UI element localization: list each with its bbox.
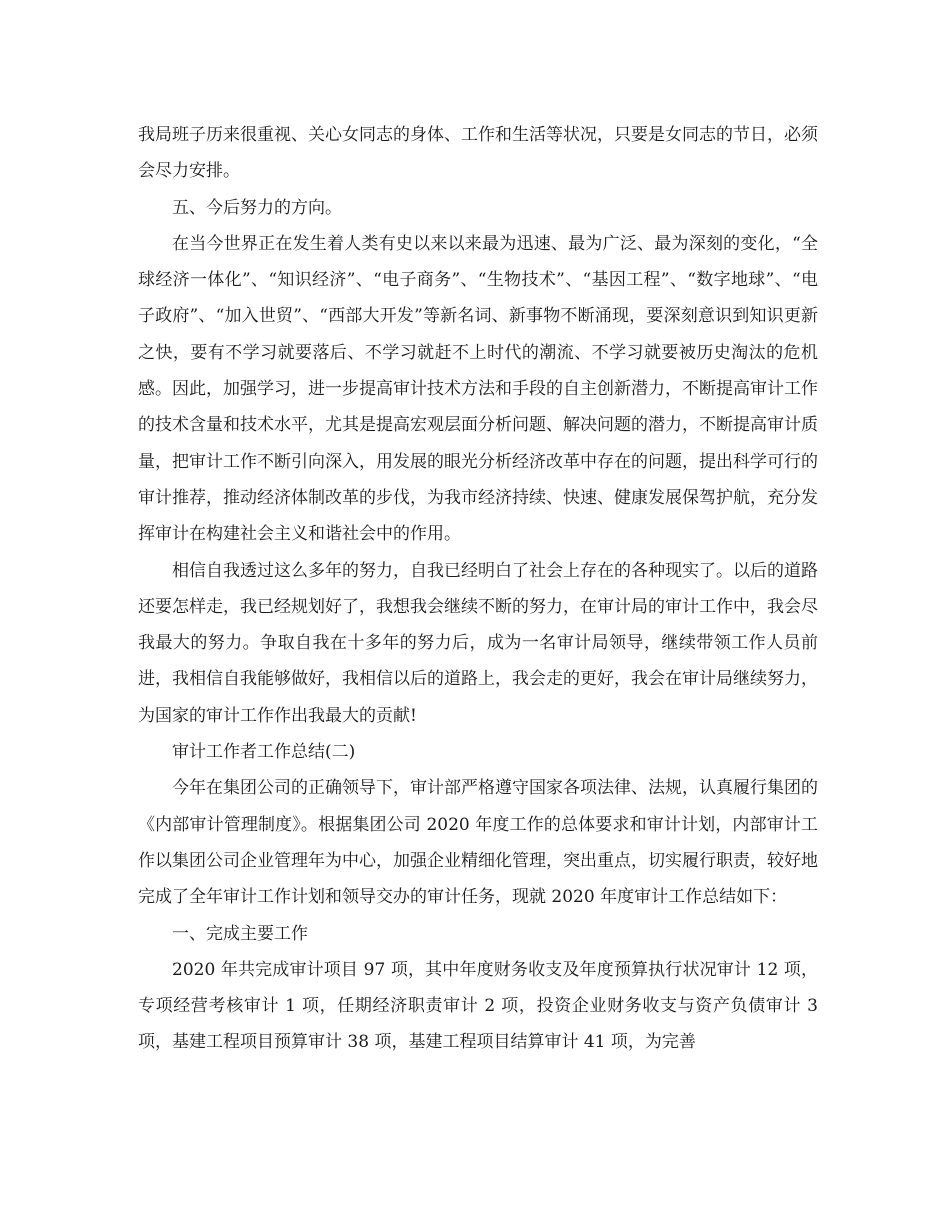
paragraph-2: 五、今后努力的方向。 [172,197,342,218]
subsection-heading: 一、完成主要工作 [172,923,308,944]
paragraph-4: 相信自我透过这么多年的努力，自我已经明白了社会上存在的各种现实了。以后的道路还要怎样走，我已经规划好了，我想我会继续不断的努力，在审计局的审计工作中，我会尽我最大的努力。争取自我在十多年的努力后，成为一名审计局领导，继续带领工作人员前进，我相信自我能够做好，我相信以后的道路上，我会走的更好，我会在审计局继续努力，为国家的审计工作作出我最大的贡献! [138,560,818,726]
paragraph-3: 在当今世界正在发生着人类有史以来以来最为迅速、最为广泛、最为深刻的变化，“全球经济一体化”、“知识经济”、“电子商务”、“生物技术”、“基因工程”、“数字地球”、“电子政府”、“加入世贸”、“西部大开发”等新名词、新事物不断涌现，要深刻意识到知识更新之快，要有不学习就要落后、不学习就赶不上时代的潮流、不学习就要被历史淘汰的危机感。因此，加强学习，进一步提高审计技术方法和手段的自主创新潜力，不断提高审计工作的技术含量和技术水平，尤其是提高宏观层面分析问题、解决问题的潜力，不断提高审计质量，把审计工作不断引向深入，用发展的眼光分析经济改革中存在的问题，提出科学可行的审计推荐，推动经济体制改革的步伐，为我市经济持续、快速、健康发展保驾护航，充分发挥审计在构建社会主义和谐社会中的作用。 [138,233,818,545]
paragraph-6: 今年在集团公司的正确领导下，审计部严格遵守国家各项法律、法规，认真履行集团的《内部审计管理制度》。根据集团公司 2020 年度工作的总体要求和审计计划，内部审计工作以集团公司企业管理年为中心，加强企业精细化管理，突出重点，切实履行职责，较好地完成了全年审计工作计划和领导交办的审计任务，现就 2020 年度审计工作总结如下： [138,778,818,908]
document-body [138,117,818,1061]
paragraph-8: 2020 年共完成审计项目 97 项，其中年度财务收支及年度预算执行状况审计 12 项，专项经营考核审计 1 项，任期经济职责审计 2 项，投资企业财务收支与资产负债审计 3 项，基建工程项目预算审计 38 项，基建工程项目结算审计 41 项，为完善 [138,959,818,1053]
section-heading: 审计工作者工作总结(二) [172,742,356,763]
paragraph-1: 我局班子历来很重视、关心女同志的身体、工作和生活等状况，只要是女同志的节日，必须会尽力安排。 [138,125,818,182]
